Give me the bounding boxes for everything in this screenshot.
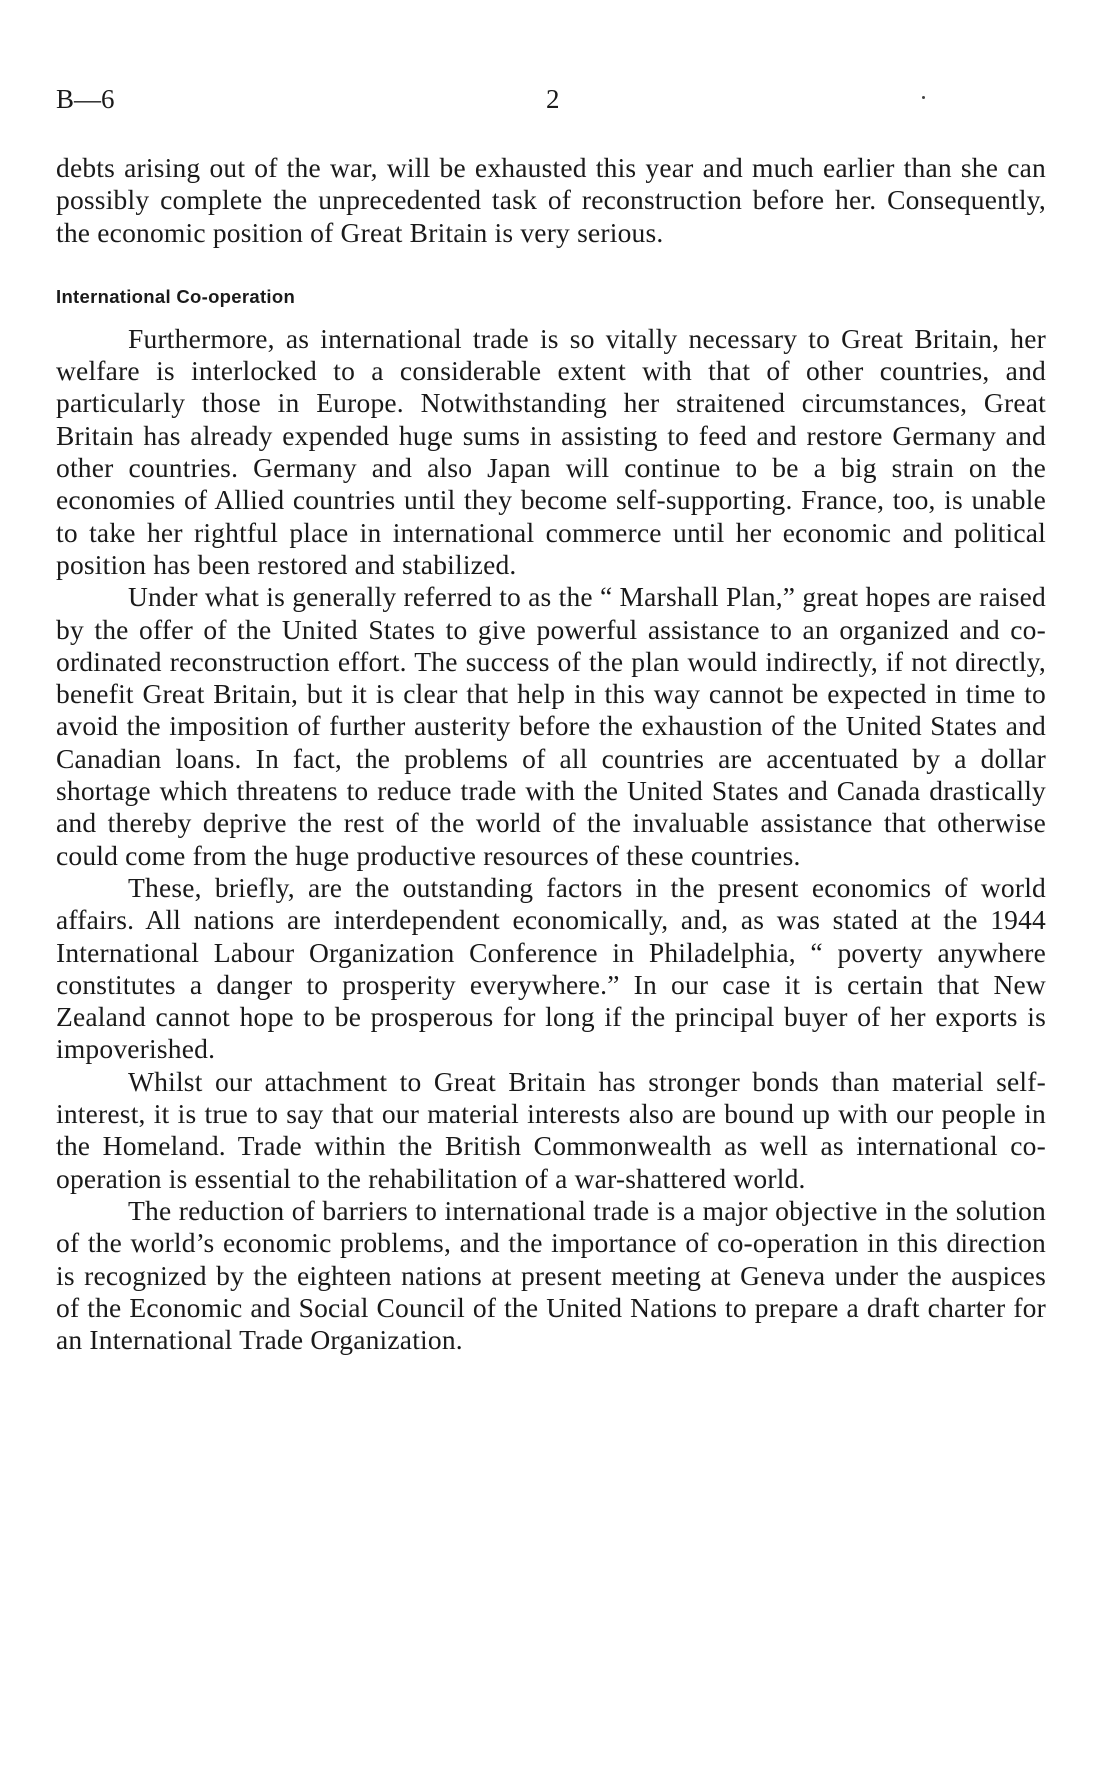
section-heading: International Co-operation	[56, 285, 296, 307]
document-reference: B—6	[56, 84, 115, 114]
paragraph: Whilst our attachment to Great Britain has stronger bonds than material self-interest, it is true to say that our material interests also are bound up with our people in the Homeland. Trade within the British Commonwealth as well as international co-operation is essential to the rehabilitation of a war-shattered world.	[56, 1065, 1046, 1194]
page-number: 2	[546, 84, 560, 114]
paragraph: Under what is generally referred to as the “ Marshall Plan,” great hopes are raised by the offer of the United States to give powerful assistance to an organized and co-ordinated reconstruction effort. The success of the plan would indirectly, if not directly, benefit Great Britain, but it is clear that help in this way cannot be expected in time to avoid the imposition of further austerity before the exhaustion of the United States and Canadian loans. In fact, the problems of all countries are accentuated by a dollar shortage which threatens to reduce trade with the United States and Canada drastically and thereby deprive the rest of the world of the invaluable assistance that otherwise could come from the huge productive resources of these countries.	[56, 581, 1046, 871]
paragraph: Furthermore, as international trade is so vitally necessary to Great Britain, her welfare is interlocked to a considerable extent with that of other countries, and particularly those in Europe. Notwithstanding her straitened circumstances, Great Britain has already expended huge sums in assisting to feed and restore Germany and other countries. Germany and also Japan will continue to be a big strain on the economies of Allied countries until they become self-supporting. France, too, is unable to take her rightful place in international commerce until her economic and political position has been restored and stabilized.	[56, 322, 1046, 580]
body-text	[56, 152, 1046, 1356]
paragraph-continuation: debts arising out of the war, will be exhausted this year and much earlier than she can possibly complete the unprecedented task of reconstruction before her. Consequently, the economic position of Great Britain is very serious.	[56, 152, 1046, 248]
print-speck	[922, 96, 925, 99]
paragraph: The reduction of barriers to international trade is a major objective in the solution of the world’s economic problems, and the importance of co-operation in this direction is recognized by the eighteen nations at present meeting at Geneva under the auspices of the Economic and Social Council of the United Nations to prepare a draft charter for an International Trade Organization.	[56, 1194, 1046, 1356]
paragraph: These, briefly, are the outstanding factors in the present economics of world affairs. All nations are interdependent economically, and, as was stated at the 1944 International Labour Organization Conference in Philadelphia, “ poverty anywhere constitutes a danger to prosperity everywhere.” In our case it is certain that New Zealand cannot hope to be prosperous for long if the principal buyer of her exports is impoverished.	[56, 871, 1046, 1065]
page-header	[56, 84, 1056, 124]
